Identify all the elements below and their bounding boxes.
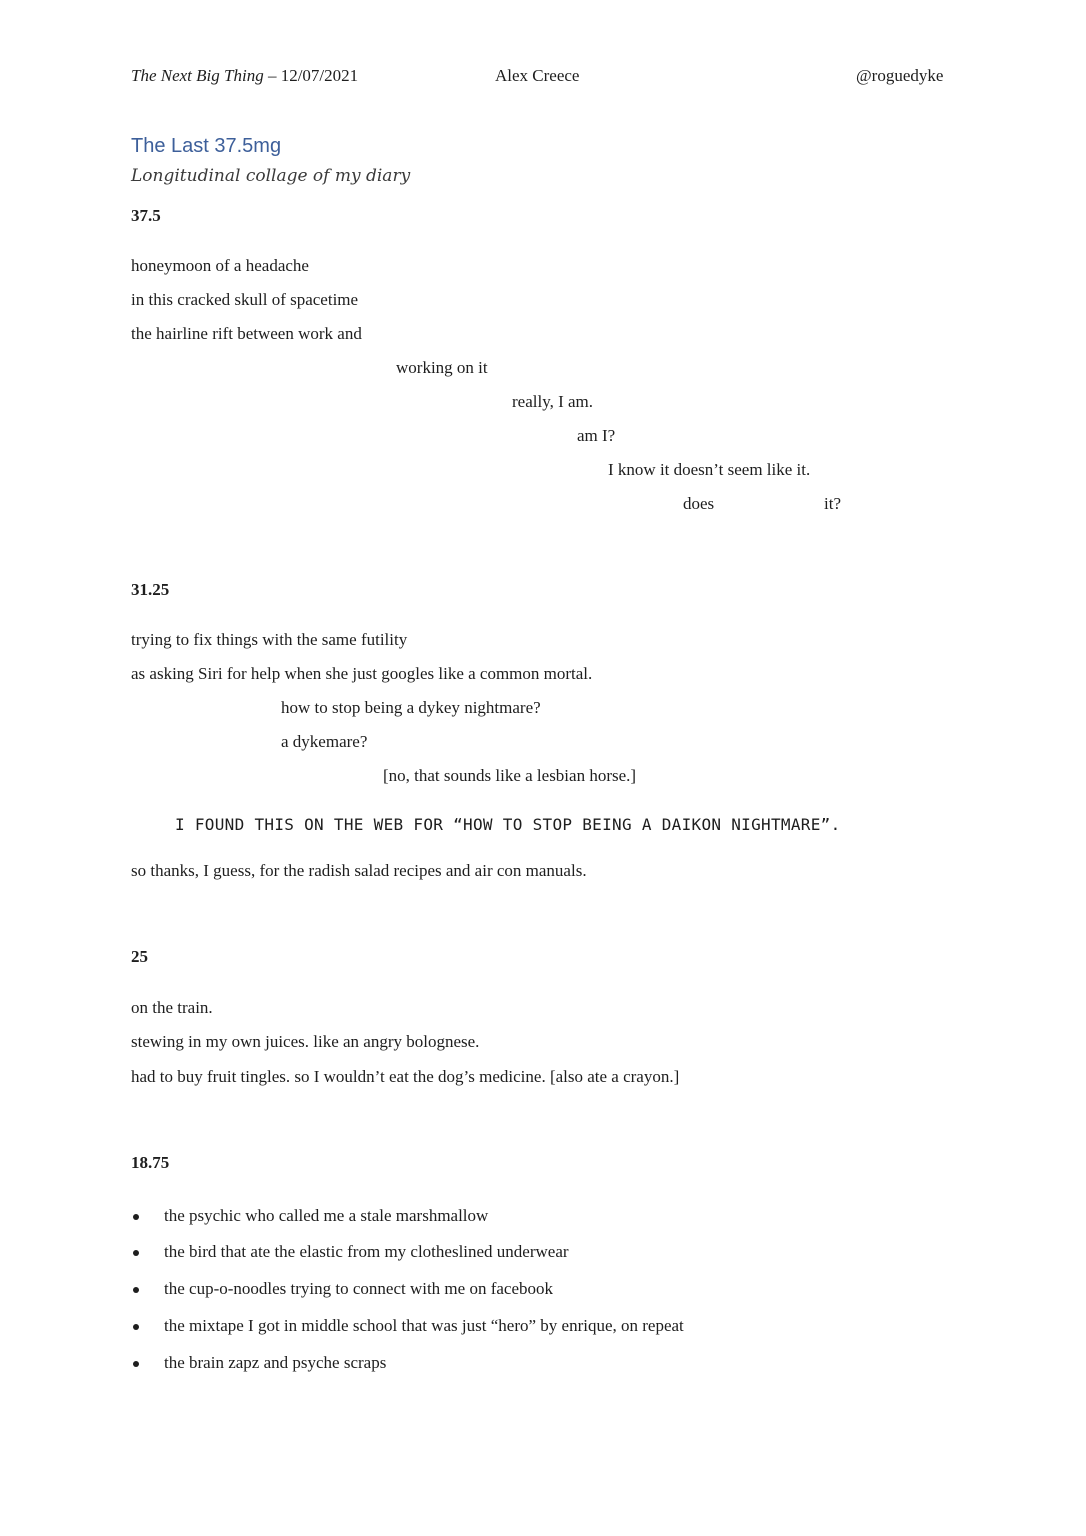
publication-title: The Next Big Thing	[131, 66, 264, 85]
list-item: the mixtape I got in middle school that was just “hero” by enrique, on repeat	[164, 1316, 684, 1335]
poem-line: am I?	[577, 426, 616, 445]
poem-line: a dykemare?	[281, 732, 368, 751]
poem-line: it?	[824, 494, 841, 513]
header-author: Alex Creece	[495, 66, 580, 85]
poem-line: trying to fix things with the same futility	[131, 630, 408, 649]
bullet-icon	[133, 1324, 139, 1330]
section-heading-31-25: 31.25	[131, 580, 170, 599]
list-item: the cup-o-noodles trying to connect with me on facebook	[164, 1279, 553, 1298]
poem-line: I know it doesn’t seem like it.	[608, 460, 811, 479]
poem-line: the hairline rift between work and	[131, 324, 362, 343]
poem-line: as asking Siri for help when she just googles like a common mortal.	[131, 664, 593, 683]
section-heading-25: 25	[131, 947, 148, 966]
poem-line: in this cracked skull of spacetime	[131, 290, 359, 309]
list-item: the bird that ate the elastic from my clotheslined underwear	[164, 1242, 569, 1261]
bullet-icon	[133, 1361, 139, 1367]
bullet-icon	[133, 1287, 139, 1293]
poem-line: honeymoon of a headache	[131, 256, 309, 275]
section-heading-18-75: 18.75	[131, 1153, 170, 1172]
poem-line: stewing in my own juices. like an angry bolognese.	[131, 1032, 480, 1051]
poem-line: so thanks, I guess, for the radish salad recipes and air con manuals.	[131, 861, 587, 880]
bullet-icon	[133, 1250, 139, 1256]
poem-line: does	[683, 494, 715, 513]
poem-line: how to stop being a dykey nightmare?	[281, 698, 541, 717]
header-handle: @roguedyke	[856, 66, 944, 85]
poem-line: had to buy fruit tingles. so I wouldn’t eat the dog’s medicine. [also ate a crayon.]	[131, 1067, 680, 1086]
poem-line: [no, that sounds like a lesbian horse.]	[383, 766, 637, 785]
list-item: the psychic who called me a stale marshmallow	[164, 1206, 489, 1225]
poem-line: working on it	[396, 358, 488, 377]
poem-title: The Last 37.5mg	[131, 135, 282, 157]
header-publication	[131, 66, 358, 86]
poem-line: really, I am.	[512, 392, 594, 411]
poem-line: on the train.	[131, 998, 213, 1017]
bullet-icon	[133, 1214, 139, 1220]
publication-date: – 12/07/2021	[263, 66, 359, 85]
poem-subtitle: Longitudinal collage of my diary	[131, 166, 411, 186]
search-result-line: I FOUND THIS ON THE WEB FOR “HOW TO STOP BEING A DAIKON NIGHTMARE”.	[175, 815, 841, 834]
section-heading-37-5: 37.5	[131, 206, 161, 225]
list-item: the brain zapz and psyche scraps	[164, 1353, 387, 1372]
